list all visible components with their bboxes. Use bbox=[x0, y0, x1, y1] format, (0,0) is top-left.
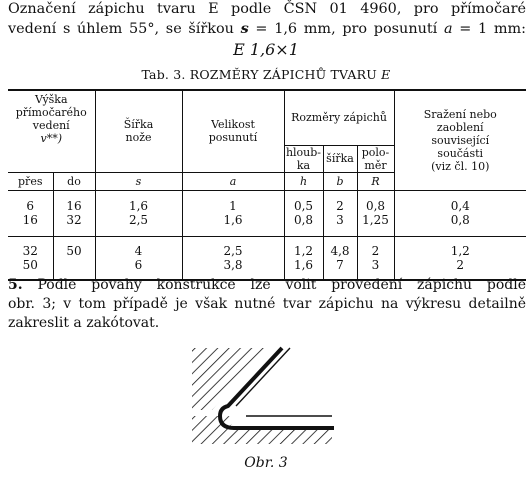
header-chamfer-l3: související bbox=[431, 133, 490, 147]
intro-line-1: Označení zápichu tvaru E podle ČSN 01 4960, pro přímočaré bbox=[8, 1, 526, 17]
header-chamfer-l5: (viz čl. 10) bbox=[431, 159, 490, 173]
cell-s: 1,6 2,5 bbox=[95, 190, 182, 236]
header-radius-l1: polo- bbox=[361, 145, 390, 159]
cell-b: 4,8 7 bbox=[323, 236, 357, 280]
header-chamfer-l1: Sražení nebo bbox=[423, 107, 497, 121]
intro-text bbox=[8, 0, 526, 39]
intro-line-2-c: = 1 mm: bbox=[452, 21, 526, 37]
header-blade-width-l2: nože bbox=[125, 131, 152, 145]
sym-to: do bbox=[53, 172, 95, 190]
table-caption-suffix: E bbox=[381, 67, 391, 82]
header-radius bbox=[357, 145, 394, 172]
header-depth bbox=[284, 145, 323, 172]
cell-b: 2 3 bbox=[323, 190, 357, 236]
table-row bbox=[8, 190, 526, 236]
cell-a: 2,5 3,8 bbox=[182, 236, 284, 280]
paragraph-5-line-1-text: Podle povahy konstrukce lze volit provedení zápichu podle bbox=[22, 277, 526, 293]
header-spacer bbox=[8, 145, 95, 172]
cell-s: 4 6 bbox=[95, 236, 182, 280]
table-caption-prefix: Tab. 3. ROZMĚRY ZÁPICHŮ TVARU bbox=[141, 67, 382, 82]
sym-a: a bbox=[182, 172, 284, 190]
cell-chamfer: 1,2 2 bbox=[394, 236, 526, 280]
header-blade-width-l1: Šířka bbox=[123, 118, 154, 132]
header-depth-l2: ka bbox=[296, 158, 311, 172]
paragraph-5-line-2: obr. 3; v tom případě je však nutné tvar zápichu na výkresu detailně bbox=[8, 296, 526, 312]
header-chamfer-l2: zaoblení bbox=[436, 120, 484, 134]
intro-line-2-b: = 1,6 mm, pro posunutí bbox=[248, 21, 444, 37]
header-height bbox=[8, 90, 95, 145]
var-a: a bbox=[443, 21, 453, 37]
header-groove-width: šířka bbox=[323, 145, 357, 172]
header-height-l4: v**) bbox=[40, 132, 62, 145]
header-chamfer bbox=[394, 90, 526, 190]
header-height-l3: vedení bbox=[32, 119, 70, 132]
cell-R: 0,8 1,25 bbox=[357, 190, 394, 236]
header-shift bbox=[182, 90, 284, 172]
header-radius-l2: měr bbox=[364, 158, 387, 172]
sym-R: R bbox=[357, 172, 394, 190]
paragraph-5-line-1 bbox=[8, 276, 526, 295]
dimensions-table bbox=[8, 89, 526, 281]
cell-a: 1 1,6 bbox=[182, 190, 284, 236]
sym-from: přes bbox=[18, 174, 43, 188]
cell-from: 6 16 bbox=[22, 199, 38, 227]
figure-caption: Obr. 3 bbox=[244, 455, 288, 471]
cell-to: 16 32 bbox=[53, 190, 95, 236]
header-chamfer-l4: součásti bbox=[437, 146, 484, 160]
header-shift-l2: posunutí bbox=[208, 131, 258, 145]
cell-to: 50 bbox=[53, 236, 95, 280]
sym-b: b bbox=[323, 172, 357, 190]
intro-line-2 bbox=[8, 19, 526, 39]
paragraph-5 bbox=[8, 276, 526, 333]
header-shift-l1: Velikost bbox=[211, 118, 255, 132]
header-depth-l1: hloub- bbox=[285, 145, 322, 159]
cell-h: 1,2 1,6 bbox=[284, 236, 323, 280]
header-height-l2: přímočarého bbox=[15, 106, 87, 119]
var-s: s bbox=[240, 20, 249, 37]
intro-line-2-a: vedení s úhlem 55°, se šířkou bbox=[8, 21, 241, 37]
sym-h: h bbox=[284, 172, 323, 190]
header-groove-dims: Rozměry zápichů bbox=[284, 90, 394, 145]
header-blade-width bbox=[95, 90, 182, 172]
cell-R: 2 3 bbox=[357, 236, 394, 280]
cell-chamfer: 0,4 0,8 bbox=[394, 190, 526, 236]
table-row bbox=[8, 236, 526, 280]
paragraph-number: 5. bbox=[8, 277, 23, 293]
paragraph-5-line-3: zakreslit a zakótovat. bbox=[8, 315, 160, 331]
designation-formula: E 1,6×1 bbox=[233, 40, 299, 59]
cell-from: 32 50 bbox=[22, 243, 38, 272]
table-caption bbox=[0, 67, 532, 82]
header-height-l1: Výška bbox=[34, 93, 68, 106]
groove-drawing bbox=[180, 340, 360, 450]
sym-s: s bbox=[95, 172, 182, 190]
cell-h: 0,5 0,8 bbox=[284, 190, 323, 236]
